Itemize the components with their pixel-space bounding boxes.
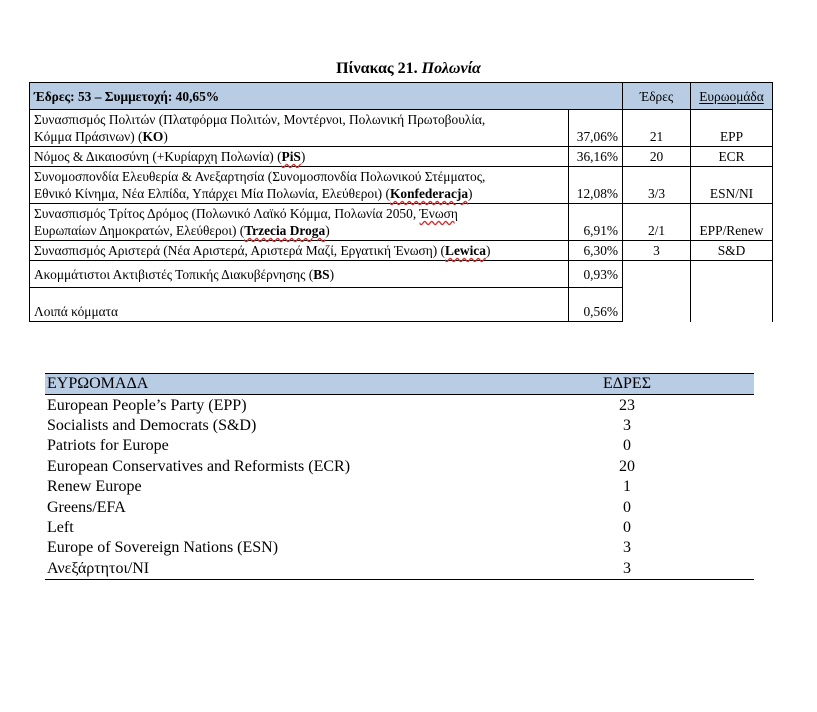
party-cell: Λοιπά κόμματα bbox=[30, 288, 569, 322]
group-seats: 1 bbox=[623, 478, 631, 496]
party-name-line2: Εθνικό Κίνημα, Νέα Ελπίδα, Υπάρχει Μία Πολωνία, Ελεύθεροι) ( bbox=[34, 186, 390, 201]
party-abbr: BS bbox=[313, 266, 330, 282]
group-name: Europe of Sovereign Nations (ESN) bbox=[47, 539, 279, 557]
seats-cell: 3/3 bbox=[623, 167, 691, 204]
group-name: Greens/EFA bbox=[47, 498, 126, 516]
percent-cell: 37,06% bbox=[569, 110, 623, 147]
party-abbr: KO bbox=[142, 129, 164, 144]
party-cell bbox=[30, 261, 569, 288]
party-suffix: ) bbox=[325, 223, 330, 238]
group-seats: 0 bbox=[623, 498, 631, 516]
group-header bbox=[691, 83, 773, 110]
seats-cell-empty bbox=[623, 261, 691, 322]
party-cell bbox=[30, 241, 569, 261]
percent-cell: 6,91% bbox=[569, 204, 623, 241]
group-seats: 23 bbox=[619, 396, 635, 414]
party-name-line1: Ακομμάτιστοι Ακτιβιστές Τοπικής Διακυβέρνησης ( bbox=[34, 266, 314, 282]
table-row bbox=[30, 241, 773, 261]
party-abbr: Lewica bbox=[445, 243, 486, 258]
seats-cell: 21 bbox=[623, 110, 691, 147]
party-cell bbox=[30, 110, 569, 147]
summary-header: Έδρες: 53 – Συμμετοχή: 40,65% bbox=[30, 83, 623, 110]
group-name: Left bbox=[47, 518, 74, 536]
group-seats: 3 bbox=[623, 416, 631, 434]
group-cell: ECR bbox=[691, 147, 773, 167]
group-name: European Conservatives and Reformists (ECR) bbox=[47, 457, 351, 475]
table-row bbox=[30, 110, 773, 147]
party-name-line1: Συνασπισμός Αριστερά (Νέα Αριστερά, Αριστερά Μαζί, Εργατική Ένωση) ( bbox=[34, 243, 446, 258]
seats-cell: 3 bbox=[623, 241, 691, 261]
party-name-line2: Κόμμα Πράσινων) ( bbox=[34, 129, 143, 144]
group-seats: 0 bbox=[623, 518, 631, 536]
group-seats: 20 bbox=[619, 457, 635, 475]
group-name: Socialists and Democrats (S&D) bbox=[47, 416, 257, 434]
party-suffix: ) bbox=[163, 129, 168, 144]
table-row bbox=[30, 167, 773, 204]
group-cell: EPP bbox=[691, 110, 773, 147]
party-suffix: ) bbox=[485, 243, 491, 258]
party-cell bbox=[30, 167, 569, 204]
seats-cell: 20 bbox=[623, 147, 691, 167]
table-row bbox=[45, 436, 754, 456]
group-seats: 3 bbox=[623, 539, 631, 557]
percent-cell: 0,93% bbox=[569, 261, 623, 288]
seats-header: Έδρες bbox=[623, 83, 691, 110]
table-row bbox=[30, 147, 773, 167]
percent-cell: 36,16% bbox=[569, 147, 623, 167]
party-suffix: ) bbox=[329, 266, 335, 282]
table-row bbox=[45, 477, 754, 497]
table-row bbox=[45, 416, 754, 436]
table-row bbox=[45, 457, 754, 477]
table-row bbox=[45, 497, 754, 517]
party-abbr: Trzecia Droga bbox=[244, 223, 326, 238]
party-name-line1: Συνασπισμός Πολιτών (Πλατφόρμα Πολιτών, Μοντέρνοι, Πολωνική Πρωτοβουλία, bbox=[34, 112, 486, 127]
party-name-line2: Ευρωπαίων Δημοκρατών, Ελεύθεροι) ( bbox=[34, 223, 245, 238]
party-cell bbox=[30, 147, 569, 167]
group-cell-empty bbox=[691, 261, 773, 322]
groups-header-row bbox=[45, 374, 754, 395]
percent-cell: 6,30% bbox=[569, 241, 623, 261]
table-row bbox=[30, 204, 773, 241]
party-name-line1: Νόμος & Δικαιοσύνη (+Κυρίαρχη Πολωνία) ( bbox=[34, 149, 282, 164]
group-name: Ανεξάρτητοι/NI bbox=[45, 559, 500, 580]
table-row bbox=[45, 395, 754, 416]
table-row bbox=[45, 518, 754, 538]
group-header-label: Ευρωομάδα bbox=[699, 88, 764, 104]
party-name-line1: Συνομοσπονδία Ελευθερία & Ανεξαρτησία (Συνομοσπονδία Πολωνικού Στέμματος, bbox=[34, 169, 486, 184]
seats-cell: 2/1 bbox=[623, 204, 691, 241]
group-name: Patriots for Europe bbox=[47, 437, 169, 455]
party-abbr: Konfederacja bbox=[389, 186, 469, 201]
groups-table bbox=[45, 373, 754, 580]
party-name-line1: Συνασπισμός Τρίτος Δρόμος (Πολωνικό Λαϊκό Κόμμα, Πολωνία 2050, bbox=[34, 206, 420, 221]
group-seats: 3 bbox=[500, 559, 754, 580]
group-name: European People’s Party (EPP) bbox=[47, 396, 247, 414]
caption-prefix: Πίνακας 21. bbox=[336, 60, 418, 77]
group-seats: 0 bbox=[623, 437, 631, 455]
group-header: ΕΥΡΩΟΜΑΔΑ bbox=[45, 374, 500, 395]
group-name: Renew Europe bbox=[47, 478, 142, 496]
party-name-flagged-word: Ένωση bbox=[419, 206, 458, 221]
table-caption bbox=[0, 60, 817, 78]
results-header-row bbox=[30, 83, 773, 110]
group-cell: S&D bbox=[691, 241, 773, 261]
results-table bbox=[29, 82, 773, 322]
party-cell bbox=[30, 204, 569, 241]
caption-country: Πολωνία bbox=[421, 60, 481, 77]
seats-header: ΕΔΡΕΣ bbox=[500, 374, 754, 395]
percent-cell: 0,56% bbox=[569, 288, 623, 322]
party-suffix: ) bbox=[468, 186, 473, 201]
table-row bbox=[30, 261, 773, 288]
percent-cell: 12,08% bbox=[569, 167, 623, 204]
table-row bbox=[45, 559, 754, 580]
group-cell: ESN/NI bbox=[691, 167, 773, 204]
table-row bbox=[45, 538, 754, 558]
party-abbr: PiS bbox=[281, 149, 301, 164]
party-suffix: ) bbox=[300, 149, 306, 164]
group-cell: EPP/Renew bbox=[691, 204, 773, 241]
